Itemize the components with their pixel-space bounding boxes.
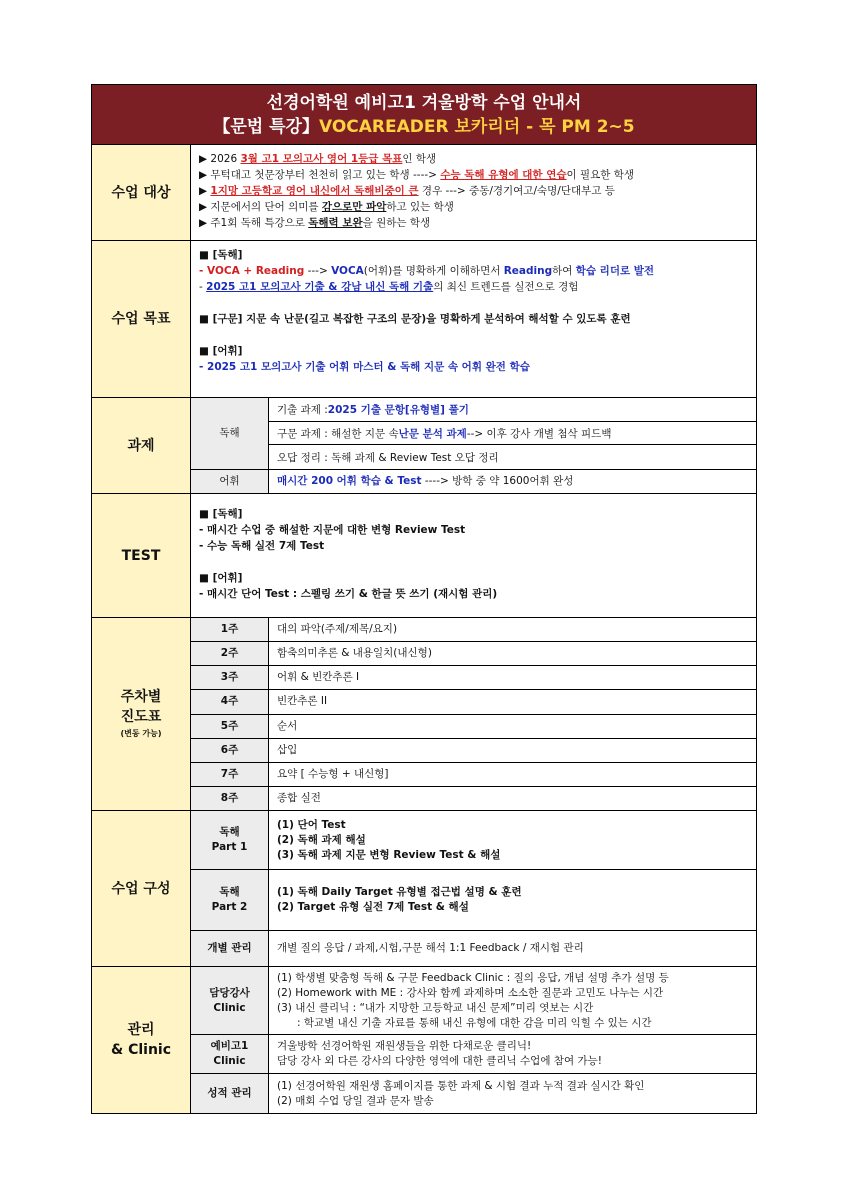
section-target-body (191, 145, 756, 240)
course-guide-document (91, 84, 757, 1114)
structure-part2-label: 독해 Part 2 (191, 870, 269, 930)
clinic-grades-row (191, 1074, 756, 1113)
clinic-pre-high-label: 예비고1 Clinic (191, 1035, 269, 1073)
clinic-teacher-content: (1) 학생별 맞춤형 독해 & 구문 Feedback Clinic : 질의 응답, 개념 설명 추가 설명 등 (2) Homework with ME : 강사와 함께 과제하며 소소한 질문과 고민도 나누는 시간 (3) 내신 클리닉 : “내가 지망한 고등학교 내신 문제”미리 엿보는 시간 : 학교별 내신 기출 자료를 통해 내신 유형에 대한 감을 미리 익힐 수 있는 시간 (277, 971, 669, 1029)
schedule-row (191, 666, 756, 690)
homework-vocab-label: 어휘 (191, 470, 269, 493)
section-test (92, 494, 756, 618)
schedule-week-content: 종합 실전 (277, 791, 321, 804)
schedule-row (191, 642, 756, 666)
structure-part2-content: (1) 독해 Daily Target 유형별 접근법 설명 & 훈련 (2) Target 유형 실전 7제 Test & 해설 (277, 886, 522, 913)
homework-reading-label: 독해 (191, 398, 269, 469)
section-homework (92, 398, 756, 494)
homework-table (191, 398, 756, 493)
target-line-5: ▶ 주1회 독해 특강으로 독해력 보완을 원하는 학생 (199, 217, 431, 229)
test-reading-title: ■ [독해] (199, 508, 243, 520)
section-structure (92, 811, 756, 967)
structure-part1-label: 독해 Part 1 (191, 811, 269, 869)
structure-table (191, 811, 756, 966)
section-clinic-header: 관리 & Clinic (92, 967, 191, 1113)
structure-individual-content: 개별 질의 응답 / 과제,시험,구문 해석 1:1 Feedback / 재시험 관리 (277, 942, 584, 954)
goal-reading-title: ■ [독해] (199, 249, 243, 261)
goal-vocab-line-1: - 2025 고1 모의고사 기출 어휘 마스터 & 독해 지문 속 어휘 완전 학습 (199, 361, 530, 373)
test-reading-line-2: - 수능 독해 실전 7제 Test (199, 540, 325, 552)
homework-vocab-item: 매시간 200 어휘 학습 & Test ----> 방학 중 약 1600어휘 완성 (277, 475, 574, 487)
clinic-grades-content: (1) 선경어학원 재원생 홈페이지를 통한 과제 & 시험 결과 누적 결과 실시간 확인 (2) 매회 수업 당일 결과 문자 발송 (277, 1079, 645, 1107)
test-reading-line-1: - 매시간 수업 중 해설한 지문에 대한 변형 Review Test (199, 524, 466, 536)
test-vocab-title: ■ [어휘] (199, 572, 243, 584)
structure-individual-row (191, 931, 756, 966)
schedule-week-content: 요약 [ 수능형 + 내신형] (277, 767, 389, 780)
schedule-week-content: 대의 파악(주제/제목/요지) (277, 623, 398, 636)
section-test-body (191, 494, 756, 617)
title-course-tag: 【문법 특강】 (213, 117, 319, 137)
section-homework-header: 과제 (92, 398, 191, 493)
clinic-table (191, 967, 756, 1113)
schedule-row (191, 690, 756, 714)
title-course-name: VOCAREADER 보카리더 - 목 PM 2~5 (318, 117, 635, 137)
goal-reading-line-2: - 2025 고1 모의고사 기출 & 강남 내신 독해 기출의 최신 트렌드를 실전으로 경험 (199, 281, 579, 293)
homework-vocab-row (191, 470, 756, 493)
document-title (92, 85, 756, 145)
schedule-week-label: 2주 (191, 642, 269, 665)
section-goal-header: 수업 목표 (92, 241, 191, 397)
goal-reading-line-1: - VOCA + Reading ---> VOCA(어휘)를 명확하게 이해하면서 Reading하여 학습 리더로 발전 (199, 265, 655, 277)
structure-part1-content: (1) 단어 Test (2) 독해 과제 해설 (3) 독해 과제 지문 변형 Review Test & 해설 (277, 818, 501, 861)
schedule-week-content: 순서 (277, 719, 298, 732)
section-test-header: TEST (92, 494, 191, 617)
schedule-week-label: 7주 (191, 763, 269, 786)
schedule-row (191, 618, 756, 642)
schedule-week-label: 6주 (191, 739, 269, 762)
schedule-week-label: 4주 (191, 690, 269, 713)
section-target (92, 145, 756, 241)
schedule-week-content: 빈칸추론 II (277, 695, 328, 708)
section-target-header: 수업 대상 (92, 145, 191, 240)
schedule-row (191, 715, 756, 739)
schedule-week-label: 1주 (191, 618, 269, 641)
section-structure-header: 수업 구성 (92, 811, 191, 966)
schedule-row (191, 739, 756, 763)
homework-reading-row (191, 398, 756, 470)
goal-vocab-title: ■ [어휘] (199, 345, 243, 357)
schedule-table (191, 618, 756, 810)
structure-individual-label: 개별 관리 (191, 931, 269, 966)
schedule-week-label: 5주 (191, 715, 269, 738)
target-line-4: ▶ 지문에서의 단어 의미를 감으로만 파악하고 있는 학생 (199, 201, 454, 213)
schedule-note: (변동 가능) (120, 729, 162, 738)
homework-reading-item-1: 기출 과제 : 2025 기출 문항[유형별] 풀기 (269, 398, 756, 422)
clinic-pre-high-row (191, 1035, 756, 1074)
clinic-teacher-label: 담당강사 Clinic (191, 967, 269, 1034)
structure-part2-row (191, 870, 756, 931)
section-schedule-header: 주차별 진도표 (변동 가능) (92, 618, 191, 810)
section-goal-body (191, 241, 756, 397)
test-vocab-line-1: - 매시간 단어 Test : 스펠링 쓰기 & 한글 뜻 쓰기 (재시험 관리) (199, 588, 498, 600)
goal-syntax-title: ■ [구문] 지문 속 난문(길고 복잡한 구조의 문장)을 명확하게 분석하여 해석할 수 있도록 훈련 (199, 313, 631, 325)
target-line-1: ▶ 2026 3월 고1 모의고사 영어 1등급 목표인 학생 (199, 153, 437, 165)
target-line-2: ▶ 무턱대고 첫문장부터 천천히 읽고 있는 학생 ----> 수능 독해 유형에 대한 연습이 필요한 학생 (199, 169, 635, 181)
section-goal (92, 241, 756, 398)
schedule-week-content: 함축의미추론 & 내용일치(내신형) (277, 647, 432, 660)
schedule-week-label: 8주 (191, 787, 269, 810)
section-clinic (92, 967, 756, 1113)
structure-part1-row (191, 811, 756, 870)
section-schedule (92, 618, 756, 811)
clinic-grades-label: 성적 관리 (191, 1074, 269, 1113)
schedule-row (191, 763, 756, 787)
title-line-2 (92, 115, 756, 139)
clinic-teacher-row (191, 967, 756, 1035)
clinic-pre-high-content: 겨울방학 선경어학원 재원생들을 위한 다채로운 클리닉! 담당 강사 외 다른 강사의 다양한 영역에 대한 클리닉 수업에 참여 가능! (277, 1040, 602, 1067)
schedule-week-content: 어휘 & 빈칸추론 I (277, 671, 360, 684)
target-line-3: ▶ 1지망 고등학교 영어 내신에서 독해비중이 큰 경우 ---> 중동/경기여고/숙명/단대부고 등 (199, 185, 615, 197)
homework-reading-item-2: 구문 과제 : 해설한 지문 속 난문 분석 과제 --> 이후 강사 개별 첨삭 피드백 (269, 422, 756, 446)
schedule-row (191, 787, 756, 810)
schedule-week-content: 삽입 (277, 743, 298, 756)
homework-reading-item-3: 오답 정리 : 독해 과제 & Review Test 오답 정리 (277, 451, 499, 464)
schedule-week-label: 3주 (191, 666, 269, 689)
title-line-1: 선경어학원 예비고1 겨울방학 수업 안내서 (266, 93, 582, 113)
